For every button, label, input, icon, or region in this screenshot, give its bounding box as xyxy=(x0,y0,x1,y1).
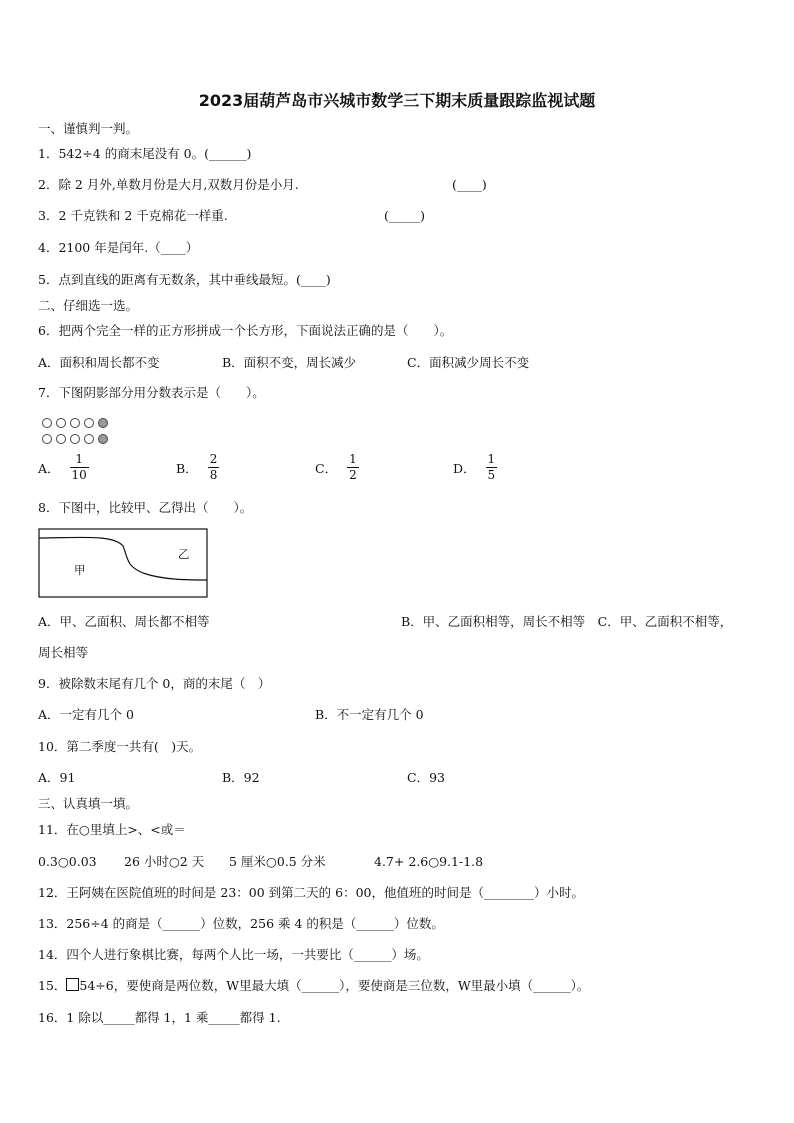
question-2-blank: (____) xyxy=(452,177,487,192)
fraction xyxy=(347,452,359,483)
question-11-item-2: 26 小时○2 天 xyxy=(124,854,205,869)
denominator: 2 xyxy=(349,468,357,482)
question-16: 16．1 除以_____都得 1，1 乘_____都得 1. xyxy=(38,1010,281,1025)
fraction xyxy=(70,452,89,483)
question-3-blank: (_____) xyxy=(384,208,426,223)
fraction xyxy=(208,452,220,483)
circle-shaded xyxy=(99,419,108,428)
question-7-option-c xyxy=(315,452,359,483)
question-9: 9．被除数末尾有几个 0，商的末尾（ ） xyxy=(38,676,271,691)
question-4: 4．2100 年是闰年.（____） xyxy=(38,240,199,255)
question-8-option-a: A．甲、乙面积、周长都不相等 xyxy=(38,614,210,629)
numerator: 1 xyxy=(349,452,357,466)
question-13: 13．256÷4 的商是（______）位数，256 乘 4 的积是（______）位数。 xyxy=(38,916,444,931)
question-3: 3．2 千克铁和 2 千克棉花一样重. xyxy=(38,208,228,223)
question-9-option-b: B．不一定有几个 0 xyxy=(315,707,424,722)
question-10-option-a: A．91 xyxy=(38,770,76,785)
question-6: 6．把两个完全一样的正方形拼成一个长方形，下面说法正确的是（ ）。 xyxy=(38,323,453,338)
question-1: 1．542÷4 的商末尾没有 0。(______) xyxy=(38,146,252,161)
question-11-item-1: 0.3○0.03 xyxy=(38,854,97,869)
figure-label-yi: 乙 xyxy=(178,547,190,561)
question-6-option-c: C．面积减少周长不变 xyxy=(407,355,530,370)
figure-label-jia: 甲 xyxy=(74,563,86,577)
circle xyxy=(57,435,66,444)
circle xyxy=(43,435,52,444)
denominator: 8 xyxy=(209,468,218,482)
option-label: B． xyxy=(176,460,198,476)
question-8-figure xyxy=(38,528,210,600)
numerator: 2 xyxy=(209,452,218,466)
question-15-text: 54÷6，要使商是两位数，W里最大填（______），要使商是三位数，W里最小填（______）。 xyxy=(79,978,590,993)
question-10: 10．第二季度一共有( )天。 xyxy=(38,739,202,754)
option-label: A． xyxy=(38,460,60,476)
question-7-circles-figure xyxy=(40,416,120,448)
question-7-option-a xyxy=(38,452,89,483)
question-7-option-b xyxy=(176,452,219,483)
question-12: 12．王阿姨在医院值班的时间是 23：00 到第二天的 6：00，他值班的时间是（________）小时。 xyxy=(38,885,584,900)
figure-rectangle xyxy=(39,529,207,597)
question-8: 8．下图中，比较甲、乙得出（ ）。 xyxy=(38,500,253,515)
question-2: 2．除 2 月外,单数月份是大月,双数月份是小月. xyxy=(38,177,299,192)
circle xyxy=(43,419,52,428)
question-6-option-b: B．面积不变，周长减少 xyxy=(222,355,357,370)
question-7: 7．下图阴影部分用分数表示是（ ）。 xyxy=(38,385,265,400)
question-10-option-c: C．93 xyxy=(407,770,445,785)
question-14: 14．四个人进行象棋比赛，每两个人比一场，一共要比（______）场。 xyxy=(38,947,429,962)
section-heading-1: 一、谨慎判一判。 xyxy=(38,121,139,136)
option-label: D． xyxy=(453,460,476,476)
question-11: 11．在○里填上>、<或＝ xyxy=(38,822,186,837)
question-11-item-4: 4.7+ 2.6○9.1-1.8 xyxy=(374,854,484,869)
numerator: 1 xyxy=(487,452,496,466)
circle xyxy=(71,435,80,444)
fraction xyxy=(486,452,498,483)
circle xyxy=(71,419,80,428)
question-9-option-a: A．一定有几个 0 xyxy=(38,707,134,722)
section-heading-3: 三、认真填一填。 xyxy=(38,796,139,811)
question-11-item-3: 5 厘米○0.5 分米 xyxy=(229,854,326,869)
option-label: C． xyxy=(315,460,338,476)
question-8-option-b-c: B．甲、乙面积相等，周长不相等 C．甲、乙面积不相等， xyxy=(401,614,733,629)
question-7-option-d xyxy=(453,452,497,483)
section-heading-2: 二、仔细选一选。 xyxy=(38,298,139,313)
denominator: 5 xyxy=(487,468,496,482)
question-15 xyxy=(38,978,589,994)
question-15-number: 15． xyxy=(38,978,67,993)
circle-shaded xyxy=(99,435,108,444)
numerator: 1 xyxy=(70,452,89,468)
circle xyxy=(57,419,66,428)
question-6-option-a: A．面积和周长都不变 xyxy=(38,355,160,370)
circle xyxy=(85,419,94,428)
circle xyxy=(85,435,94,444)
question-5: 5．点到直线的距离有无数条，其中垂线最短。(____) xyxy=(38,272,331,287)
page-title: 2023届葫芦岛市兴城市数学三下期末质量跟踪监视试题 xyxy=(198,91,596,110)
question-10-option-b: B．92 xyxy=(222,770,260,785)
denominator: 10 xyxy=(71,468,87,482)
blank-box-icon xyxy=(66,978,79,991)
question-8-option-c-continued: 周长相等 xyxy=(38,645,89,660)
